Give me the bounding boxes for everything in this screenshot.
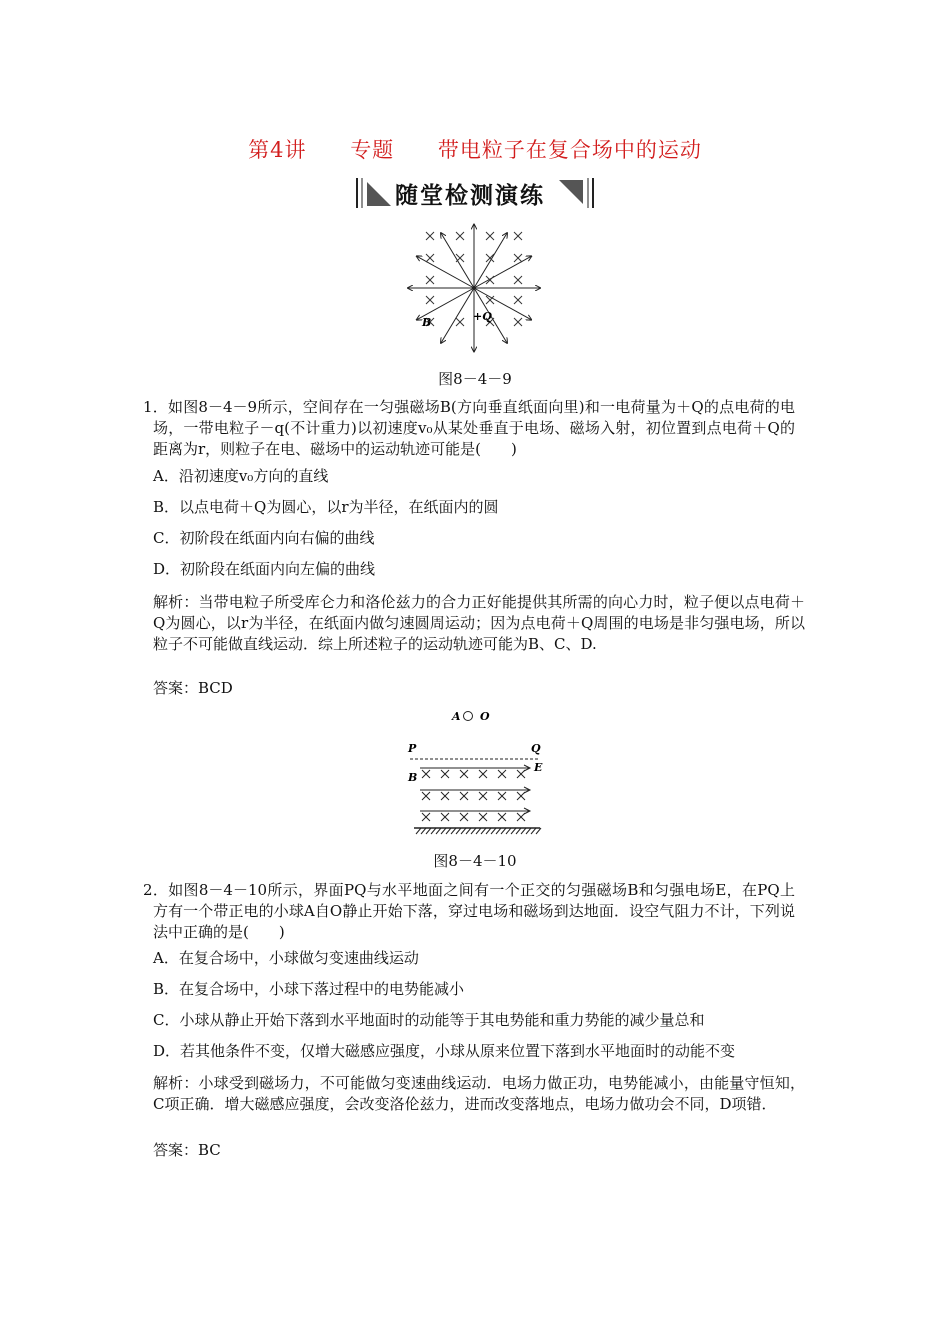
ground-hatch — [456, 828, 461, 834]
ground-hatch — [526, 828, 531, 834]
lecture-subject: 带电粒子在复合场中的运动 — [437, 138, 702, 162]
fig2-label-P: P — [408, 742, 417, 755]
figure2-caption: 图8－4－10 — [433, 852, 517, 870]
question2-option-a: A．在复合场中，小球做匀变速曲线运动 — [153, 949, 419, 967]
ground-hatch — [451, 828, 456, 834]
fig2-label-O: O — [480, 710, 490, 723]
question1-option-b: B．以点电荷＋Q为圆心，以r为半径，在纸面内的圆 — [153, 498, 499, 516]
question1-option-c: C．初阶段在纸面内向右偏的曲线 — [153, 529, 375, 547]
question1-option-a: A．沿初速度v₀方向的直线 — [153, 467, 329, 485]
ground-hatch — [436, 828, 441, 834]
lecture-number: 第4讲 — [248, 138, 307, 162]
question1-stem: 1．如图8－4－9所示，空间存在一匀强磁场B(方向垂直纸面向里)和一电荷量为＋Q的点电荷的电场，一带电粒子－q(不计重力)以初速度v₀从某处垂直于电场、磁场入射，初位置到点电荷＋Q的距离为r，则粒子在电、磁场中的运动轨迹可能是( ) — [143, 398, 795, 458]
field-arrow — [441, 288, 474, 343]
ground-hatch — [511, 828, 516, 834]
fig2-label-Q: Q — [531, 742, 541, 755]
question1-answer: 答案：BCD — [153, 679, 233, 697]
section-banner-text: 随堂检测演练 — [395, 183, 545, 209]
page-title — [0, 134, 950, 164]
ground-hatch — [531, 828, 536, 834]
fig2-label-B: B — [408, 771, 418, 784]
ground-hatch — [446, 828, 451, 834]
fig1-label-Q: +Q — [473, 310, 492, 323]
field-arrow — [417, 288, 474, 320]
question2-option-b: B．在复合场中，小球下落过程中的电势能减小 — [153, 980, 465, 998]
ground-hatch — [516, 828, 521, 834]
ground-hatch — [536, 828, 541, 834]
ground-hatch — [421, 828, 426, 834]
question2-answer: 答案：BC — [153, 1141, 221, 1159]
ground-hatch — [496, 828, 501, 834]
field-arrow — [474, 256, 531, 288]
ground-hatch — [466, 828, 471, 834]
ground-hatch — [521, 828, 526, 834]
ground-hatch — [416, 828, 421, 834]
section-banner — [355, 176, 595, 210]
figure-radial-field — [400, 222, 548, 356]
question2-stem: 2．如图8－4－10所示，界面PQ与水平地面之间有一个正交的匀强磁场B和匀强电场E，在PQ上方有一个带正电的小球A自O静止开始下落，穿过电场和磁场到达地面．设空气阻力不计，下列说法中正确的是( ) — [143, 881, 795, 941]
question1-option-d: D．初阶段在纸面内向左偏的曲线 — [153, 560, 376, 578]
ground-hatch — [431, 828, 436, 834]
ground-hatch — [486, 828, 491, 834]
figure-compound-field — [400, 704, 550, 840]
question2-option-d: D．若其他条件不变，仅增大磁感应强度，小球从原来位置下落到水平地面时的动能不变 — [153, 1042, 736, 1060]
lecture-topic: 专题 — [350, 138, 395, 162]
ground-hatch — [426, 828, 431, 834]
ground-hatch — [476, 828, 481, 834]
question1-analysis: 解析：当带电粒子所受库仑力和洛伦兹力的合力正好能提供其所需的向心力时，粒子便以点电荷＋Q为圆心，以r为半径，在纸面内做匀速圆周运动；因为点电荷＋Q周围的电场是非匀强电场，所以粒子不可能做直线运动．综上所述粒子的运动轨迹可能为B、C、D. — [153, 593, 805, 653]
field-arrow — [417, 256, 474, 288]
ground-hatch — [441, 828, 446, 834]
figure1-caption: 图8－4－9 — [438, 370, 512, 388]
ground-hatch — [501, 828, 506, 834]
ball-icon — [464, 712, 473, 721]
fig1-label-B: B — [422, 316, 432, 329]
ground-hatch — [461, 828, 466, 834]
fig2-label-A: A — [452, 710, 461, 723]
question2-analysis: 解析：小球受到磁场力，不可能做匀变速曲线运动．电场力做正功，电势能减小，由能量守恒知，C项正确．增大磁感应强度，会改变洛伦兹力，进而改变落地点，电场力做功会不同，D项错． — [153, 1074, 805, 1113]
fig2-label-E: E — [534, 761, 543, 774]
ground-hatch — [471, 828, 476, 834]
question2-option-c: C．小球从静止开始下落到水平地面时的动能等于其电势能和重力势能的减少量总和 — [153, 1011, 705, 1029]
ground-hatch — [506, 828, 511, 834]
ground-hatch — [491, 828, 496, 834]
ground-hatch — [481, 828, 486, 834]
